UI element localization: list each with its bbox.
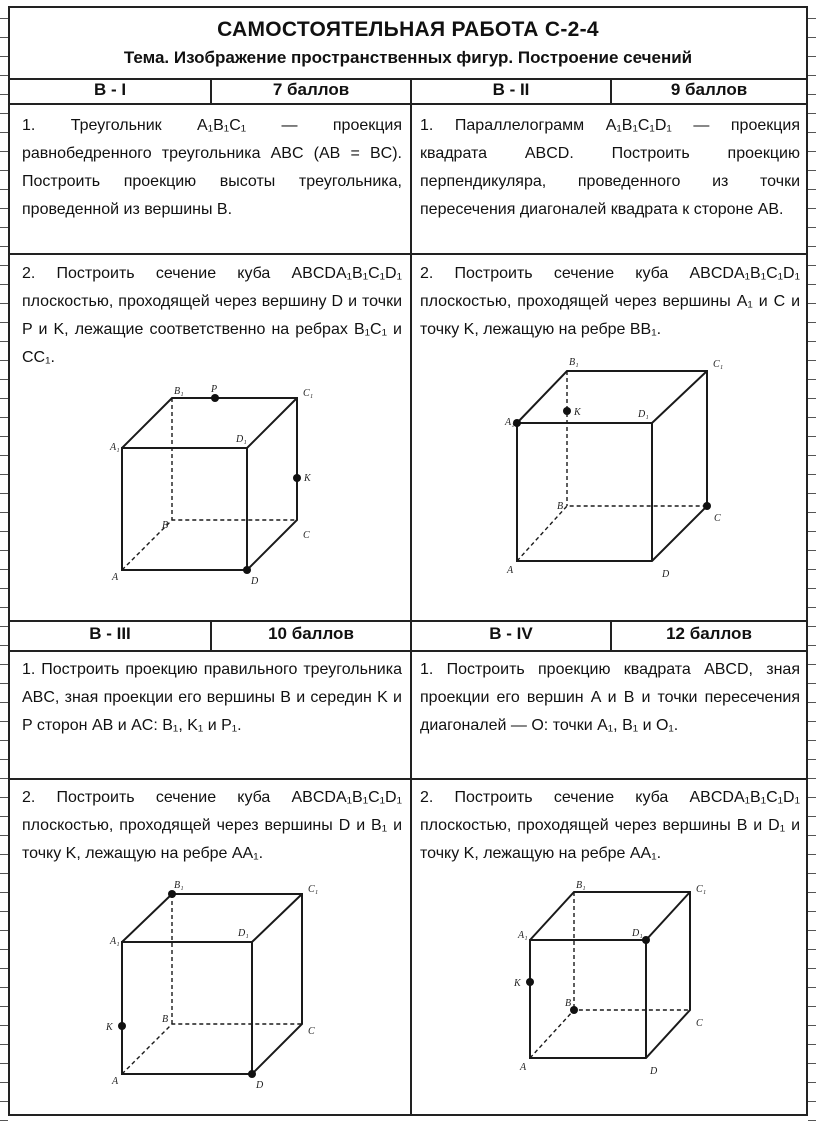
label-a: A [112, 1076, 119, 1087]
label-k: K [574, 407, 581, 418]
label-a1: A₁ [518, 930, 528, 941]
label-b: B [565, 998, 572, 1009]
point-k [563, 407, 571, 415]
worksheet [8, 6, 808, 1116]
left-margin-ruler [0, 0, 8, 1123]
label-b1: B₁ [569, 357, 579, 368]
label-k: K [106, 1022, 113, 1033]
label-c: C [714, 513, 721, 524]
label-a1: A₁ [110, 936, 120, 947]
point-k [526, 978, 534, 986]
variant-3-task-1: 1. Построить проекцию правильного треугольника ABC, зная проекции его вершины B и середин K и P сторон AB и AC: B₁, K₁ и P₁. [22, 661, 402, 734]
label-b1: B₁ [174, 880, 184, 891]
label-a: A [507, 565, 514, 576]
divider [10, 650, 806, 652]
label-a1: A₁ [505, 417, 515, 428]
divider [10, 253, 806, 255]
variant-4-task-2: 2. Построить сечение куба ABCDA₁B₁C₁D₁ плоскостью, проходящей через вершины B и D₁ и точку K, лежащую на ребре AA₁. [420, 789, 800, 862]
variant-1-name: В - I [93, 80, 127, 99]
variant-1-task-2: 2. Построить сечение куба ABCDA₁B₁C₁D₁ плоскостью, проходящей через вершину D и точки P и K, лежащие соответственно на ребрах B₁C₁ и CC₁. [22, 265, 402, 366]
variant-4-task-1: 1. Построить проекцию квадрата ABCD, зная проекции его вершин A и B и точки пересечения диагоналей — O: точки A₁, B₁ и O₁. [420, 661, 800, 734]
cube-edges [530, 892, 690, 1058]
label-d: D [662, 569, 670, 580]
variant-2-points: 9 баллов [670, 80, 748, 99]
point-d [248, 1070, 256, 1078]
divider [410, 78, 412, 1114]
label-b: B [162, 1014, 169, 1025]
variant-2-task-2: 2. Построить сечение куба ABCDA₁B₁C₁D₁ плоскостью, проходящей через вершины A₁ и C и точку K, лежащую на ребре BB₁. [420, 265, 800, 338]
label-c: C [696, 1018, 703, 1029]
variant-3-points: 10 баллов [268, 624, 354, 643]
hidden-edges [122, 1024, 302, 1074]
cube-edges [517, 371, 707, 561]
variant-1-task-1: 1. Треугольник A₁B₁C₁ — проекция равнобедренного треугольника ABC (AB = BC). Построить проекцию высоты треугольника, проведенной из вершины B. [22, 117, 402, 218]
label-d: D [256, 1080, 264, 1091]
page-title: САМОСТОЯТЕЛЬНАЯ РАБОТА С-2-4 [217, 18, 599, 41]
variant-3-name: В - III [89, 624, 131, 643]
variant-4-name: В - IV [489, 624, 533, 643]
variant-3-cube-diagram [106, 874, 330, 1094]
point-p [211, 394, 219, 402]
page-subtitle: Тема. Изображение пространственных фигур. Построение сечений [123, 48, 693, 67]
label-c1: C₁ [713, 359, 724, 370]
variant-4-cube-diagram [514, 878, 720, 1088]
variant-2-cube-diagram [505, 351, 725, 581]
label-d1: D₁ [236, 434, 247, 445]
right-margin-ruler [808, 0, 816, 1123]
variant-1-cube-diagram [110, 378, 330, 588]
divider [10, 778, 806, 780]
label-b1: B₁ [576, 880, 586, 891]
point-d1 [642, 936, 650, 944]
label-b: B [162, 520, 169, 531]
label-a1: A₁ [110, 442, 120, 453]
point-k [118, 1022, 126, 1030]
hidden-edges [530, 1010, 690, 1058]
variant-4-points: 12 баллов [666, 624, 752, 643]
label-c: C [308, 1026, 315, 1037]
label-c1: C₁ [696, 884, 707, 895]
label-c1: C₁ [303, 388, 314, 399]
label-d1: D₁ [238, 928, 249, 939]
label-b: B [557, 501, 564, 512]
point-b [570, 1006, 578, 1014]
variant-3-task-2: 2. Построить сечение куба ABCDA₁B₁C₁D₁ плоскостью, проходящей через вершины D и B₁ и точку K, лежащую на ребре AA₁. [22, 789, 402, 862]
point-b1 [168, 890, 176, 898]
label-d: D [251, 576, 259, 587]
label-d1: D₁ [638, 409, 649, 420]
label-k: K [304, 473, 311, 484]
label-d: D [650, 1066, 658, 1077]
label-d1: D₁ [632, 928, 643, 939]
point-k [293, 474, 301, 482]
variant-1-points: 7 баллов [272, 80, 350, 99]
point-d [243, 566, 251, 574]
label-a: A [112, 572, 119, 583]
label-b1: B₁ [174, 386, 184, 397]
label-c: C [303, 530, 310, 541]
label-a: A [520, 1062, 527, 1073]
variant-2-name: В - II [492, 80, 530, 99]
divider [10, 620, 806, 622]
label-p: P [211, 384, 218, 395]
label-c1: C₁ [308, 884, 319, 895]
label-k: K [514, 978, 521, 989]
divider [10, 103, 806, 105]
point-c [703, 502, 711, 510]
variant-2-task-1: 1. Параллелограмм A₁B₁C₁D₁ — проекция квадрата ABCD. Построить проекцию перпендикуляра, проведенного из точки пересечения диагоналей квадрата к стороне AB. [420, 117, 800, 218]
